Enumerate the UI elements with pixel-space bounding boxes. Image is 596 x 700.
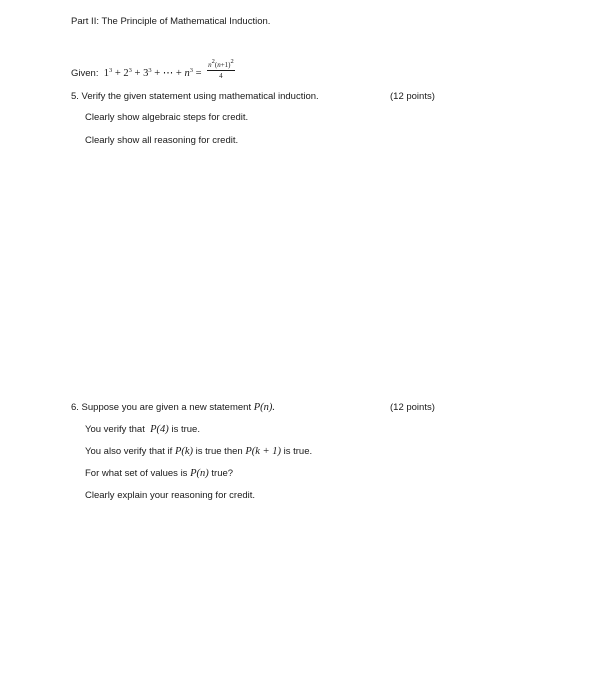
given-label: Given:: [71, 67, 99, 79]
question-6-line-2: [85, 446, 312, 457]
given-statement: [71, 58, 235, 83]
question-5-instruction-2: Clearly show all reasoning for credit.: [85, 135, 239, 146]
is-true-text: is true.: [171, 424, 200, 435]
true-question-text: true?: [211, 468, 234, 479]
question-5: 5. Verify the given statement using mathematical induction.: [71, 91, 319, 102]
page-title: Part II: The Principle of Mathematical Induction.: [71, 16, 271, 27]
what-set-text: For what set of values is: [85, 468, 188, 479]
question-6-line-4: Clearly explain your reasoning for credit.: [85, 490, 256, 501]
pk-expression: P(k): [174, 446, 194, 457]
question-6: [71, 402, 275, 413]
true-then-text: is true then: [195, 446, 243, 457]
pk1-expression: P(k + 1): [245, 446, 281, 457]
question-5-points: (12 points): [390, 91, 435, 102]
question-5-instruction-1: Clearly show algebraic steps for credit.: [85, 112, 249, 123]
given-formula: $1^3 + 2^3 + 3^3$ + ⋯ + $n^3$ = $\frac{n^2(n+1)^2}{4}$: [103, 58, 234, 80]
pn-expression: P(n): [190, 468, 209, 479]
also-verify-text: You also verify that if: [85, 446, 173, 457]
given-fraction: $\frac{n^2(n+1)^2}{4}$: [208, 58, 234, 80]
question-6-line-1: [85, 424, 200, 435]
question-6-line-3: [85, 468, 233, 479]
verify-text: You verify that: [85, 424, 145, 435]
question-6-pn: P(n).: [253, 402, 276, 413]
question-6-points: (12 points): [390, 402, 435, 413]
question-6-text: 6. Suppose you are given a new statement: [71, 402, 252, 413]
is-true-text-2: is true.: [283, 446, 313, 457]
p4-expression: P(4): [150, 424, 169, 435]
